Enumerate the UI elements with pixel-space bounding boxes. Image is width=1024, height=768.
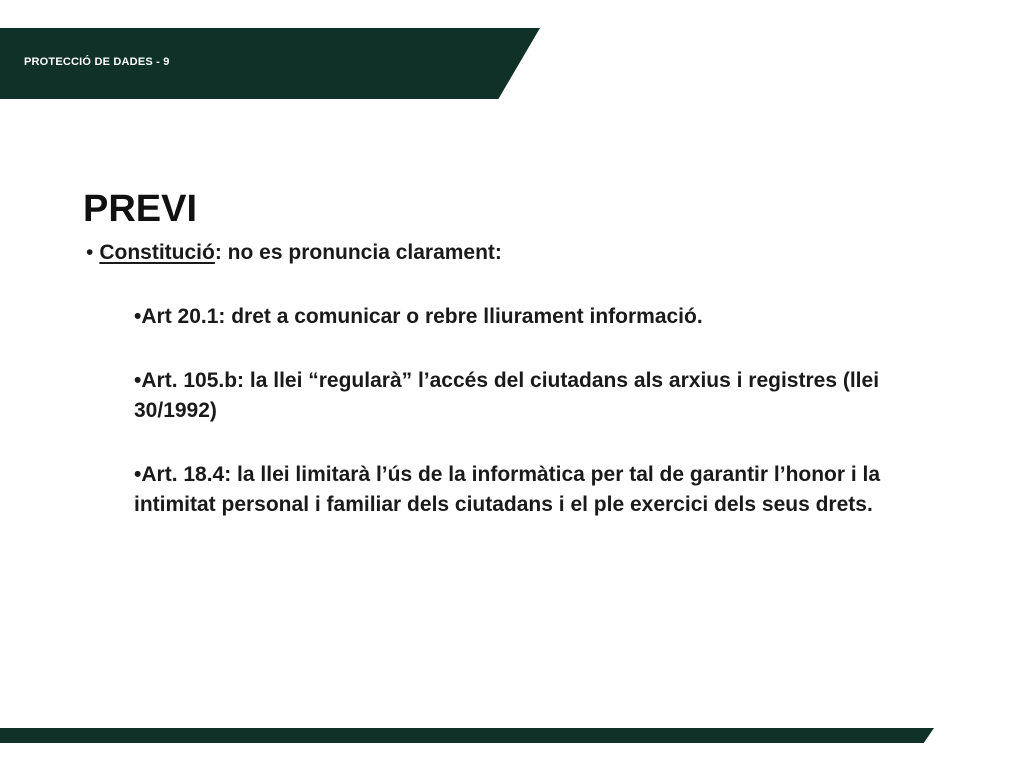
article-item xyxy=(134,460,954,520)
footer-bar xyxy=(0,728,934,743)
article-item xyxy=(134,302,954,332)
article-text: Art. 18.4: la llei limitarà l’ús de la informàtica per tal de garantir l’honor i la intimitat personal i familiar dels ciutadans i el ple exercici dels seus drets. xyxy=(134,463,881,516)
article-item xyxy=(134,366,954,426)
article-list xyxy=(134,302,954,554)
header-label: PROTECCIÓ DE DADES - 9 xyxy=(24,56,170,68)
article-text: Art. 105.b: la llei “regularà” l’accés del ciutadans als arxius i registres (llei 30/1992) xyxy=(134,369,880,422)
bullet-icon: • xyxy=(86,241,94,264)
article-text: Art 20.1: dret a comunicar o rebre lliurament informació. xyxy=(141,305,703,328)
lead-text: : no es pronuncia clarament: xyxy=(214,241,502,264)
lead-term: Constitució xyxy=(99,241,215,264)
lead-paragraph xyxy=(86,239,886,267)
slide-title: PREVI xyxy=(83,188,198,230)
